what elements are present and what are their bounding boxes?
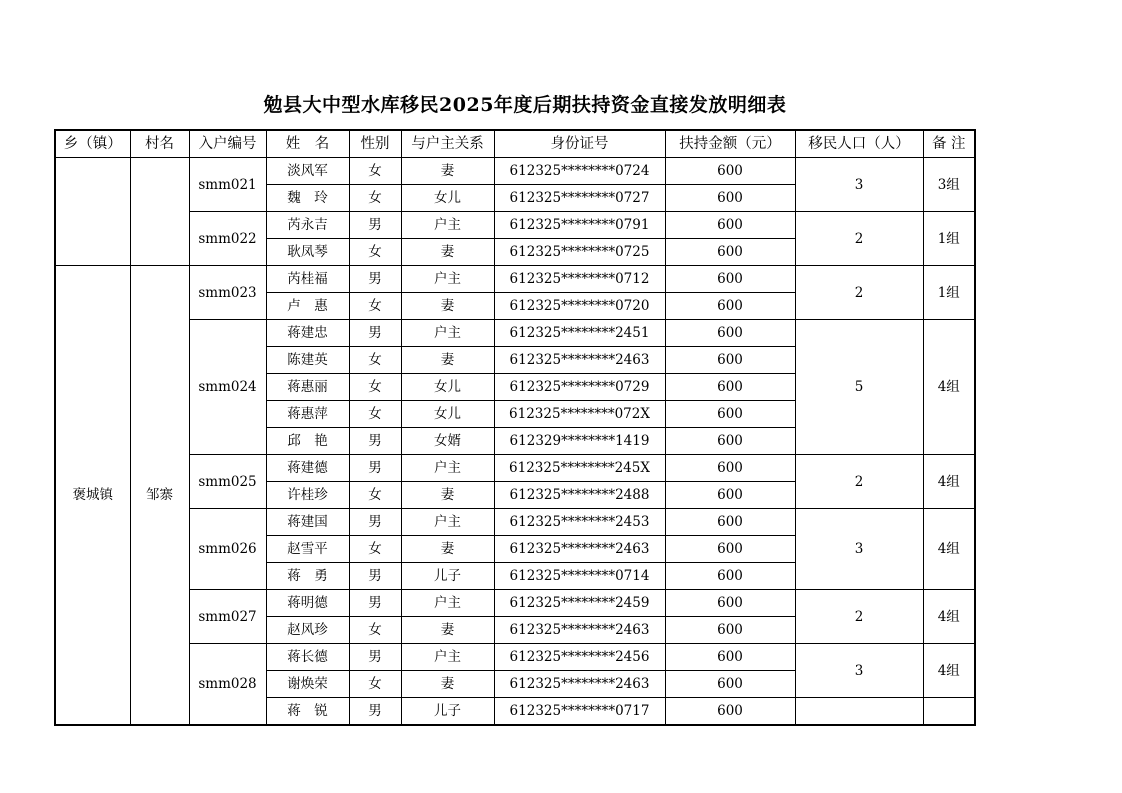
id-card-cell: 612325********2463 xyxy=(494,671,665,698)
relation-cell: 儿子 xyxy=(401,698,494,726)
relation-cell: 户主 xyxy=(401,212,494,239)
relation-cell: 妻 xyxy=(401,536,494,563)
household-id-cell: smm021 xyxy=(189,158,266,212)
gender-cell: 女 xyxy=(349,239,401,266)
page-title: 勉县大中型水库移民2025年度后期扶持资金直接发放明细表 xyxy=(263,94,787,116)
household-id-cell: smm024 xyxy=(189,320,266,455)
header-village: 村名 xyxy=(130,130,189,158)
id-card-cell: 612325********2459 xyxy=(494,590,665,617)
relation-cell: 户主 xyxy=(401,509,494,536)
note-cell: 4组 xyxy=(923,509,975,590)
amount-cell: 600 xyxy=(665,671,795,698)
relation-cell: 妻 xyxy=(401,617,494,644)
table-row xyxy=(55,266,975,293)
relation-cell: 户主 xyxy=(401,320,494,347)
note-cell: 1组 xyxy=(923,212,975,266)
member-name-cell: 蒋建国 xyxy=(266,509,349,536)
disbursement-table xyxy=(54,129,976,726)
id-card-cell: 612325********0714 xyxy=(494,563,665,590)
member-name-cell: 蒋惠萍 xyxy=(266,401,349,428)
header-amount: 扶持金额（元） xyxy=(665,130,795,158)
id-card-cell: 612329********1419 xyxy=(494,428,665,455)
gender-cell: 男 xyxy=(349,266,401,293)
id-card-cell: 612325********072X xyxy=(494,401,665,428)
village-cell: 邹寨 xyxy=(130,266,189,726)
id-card-cell: 612325********2463 xyxy=(494,617,665,644)
population-cell: 3 xyxy=(795,509,923,590)
gender-cell: 男 xyxy=(349,563,401,590)
id-card-cell: 612325********2463 xyxy=(494,536,665,563)
relation-cell: 妻 xyxy=(401,482,494,509)
id-card-cell: 612325********2456 xyxy=(494,644,665,671)
member-name-cell: 蒋惠丽 xyxy=(266,374,349,401)
id-card-cell: 612325********0712 xyxy=(494,266,665,293)
id-card-cell: 612325********245X xyxy=(494,455,665,482)
gender-cell: 男 xyxy=(349,590,401,617)
header-gender: 性别 xyxy=(349,130,401,158)
amount-cell: 600 xyxy=(665,185,795,212)
id-card-cell: 612325********0725 xyxy=(494,239,665,266)
amount-cell: 600 xyxy=(665,428,795,455)
header-household-id: 入户编号 xyxy=(189,130,266,158)
amount-cell: 600 xyxy=(665,563,795,590)
member-name-cell: 赵风珍 xyxy=(266,617,349,644)
member-name-cell: 蒋明德 xyxy=(266,590,349,617)
amount-cell: 600 xyxy=(665,509,795,536)
gender-cell: 女 xyxy=(349,347,401,374)
population-cell: 5 xyxy=(795,320,923,455)
header-id-card: 身份证号 xyxy=(494,130,665,158)
member-name-cell: 耿凤琴 xyxy=(266,239,349,266)
gender-cell: 女 xyxy=(349,536,401,563)
member-name-cell: 蒋建德 xyxy=(266,455,349,482)
amount-cell: 600 xyxy=(665,293,795,320)
table-row xyxy=(55,212,975,239)
note-cell: 4组 xyxy=(923,320,975,455)
member-name-cell: 邱 艳 xyxy=(266,428,349,455)
amount-cell: 600 xyxy=(665,158,795,185)
header-name: 姓 名 xyxy=(266,130,349,158)
gender-cell: 男 xyxy=(349,455,401,482)
amount-cell: 600 xyxy=(665,455,795,482)
table-row xyxy=(55,644,975,671)
gender-cell: 男 xyxy=(349,320,401,347)
member-name-cell: 魏 玲 xyxy=(266,185,349,212)
id-card-cell: 612325********2453 xyxy=(494,509,665,536)
member-name-cell: 赵雪平 xyxy=(266,536,349,563)
table-row xyxy=(55,590,975,617)
gender-cell: 女 xyxy=(349,185,401,212)
household-id-cell: smm027 xyxy=(189,590,266,644)
gender-cell: 女 xyxy=(349,401,401,428)
household-id-cell: smm022 xyxy=(189,212,266,266)
note-cell: 1组 xyxy=(923,266,975,320)
note-cell: 4组 xyxy=(923,590,975,644)
amount-cell: 600 xyxy=(665,212,795,239)
amount-cell: 600 xyxy=(665,239,795,266)
member-name-cell: 淡风军 xyxy=(266,158,349,185)
member-name-cell: 蒋 勇 xyxy=(266,563,349,590)
gender-cell: 女 xyxy=(349,293,401,320)
note-cell: 4组 xyxy=(923,455,975,509)
header-note: 备 注 xyxy=(923,130,975,158)
gender-cell: 男 xyxy=(349,698,401,726)
member-name-cell: 芮桂福 xyxy=(266,266,349,293)
header-population: 移民人口（人） xyxy=(795,130,923,158)
amount-cell: 600 xyxy=(665,320,795,347)
amount-cell: 600 xyxy=(665,482,795,509)
id-card-cell: 612325********0724 xyxy=(494,158,665,185)
table-row xyxy=(55,320,975,347)
relation-cell: 户主 xyxy=(401,455,494,482)
relation-cell: 女婿 xyxy=(401,428,494,455)
amount-cell: 600 xyxy=(665,590,795,617)
header-relation: 与户主关系 xyxy=(401,130,494,158)
relation-cell: 妻 xyxy=(401,347,494,374)
relation-cell: 户主 xyxy=(401,266,494,293)
member-name-cell: 蒋 锐 xyxy=(266,698,349,726)
table-row xyxy=(55,158,975,185)
amount-cell: 600 xyxy=(665,698,795,726)
amount-cell: 600 xyxy=(665,266,795,293)
id-card-cell: 612325********0727 xyxy=(494,185,665,212)
id-card-cell: 612325********0791 xyxy=(494,212,665,239)
town-cell-blank xyxy=(55,158,130,266)
member-name-cell: 谢焕荣 xyxy=(266,671,349,698)
amount-cell: 600 xyxy=(665,347,795,374)
id-card-cell: 612325********0729 xyxy=(494,374,665,401)
id-card-cell: 612325********2463 xyxy=(494,347,665,374)
population-cell: 3 xyxy=(795,158,923,212)
gender-cell: 男 xyxy=(349,644,401,671)
note-cell-blank xyxy=(923,698,975,726)
gender-cell: 女 xyxy=(349,671,401,698)
member-name-cell: 芮永吉 xyxy=(266,212,349,239)
population-cell: 3 xyxy=(795,644,923,698)
relation-cell: 女儿 xyxy=(401,185,494,212)
member-name-cell: 陈建英 xyxy=(266,347,349,374)
id-card-cell: 612325********2488 xyxy=(494,482,665,509)
member-name-cell: 蒋建忠 xyxy=(266,320,349,347)
relation-cell: 妻 xyxy=(401,158,494,185)
id-card-cell: 612325********2451 xyxy=(494,320,665,347)
relation-cell: 妻 xyxy=(401,239,494,266)
relation-cell: 儿子 xyxy=(401,563,494,590)
amount-cell: 600 xyxy=(665,401,795,428)
population-cell: 2 xyxy=(795,590,923,644)
relation-cell: 女儿 xyxy=(401,401,494,428)
relation-cell: 妻 xyxy=(401,671,494,698)
id-card-cell: 612325********0720 xyxy=(494,293,665,320)
population-cell-blank xyxy=(795,698,923,726)
note-cell: 3组 xyxy=(923,158,975,212)
table-row xyxy=(55,455,975,482)
header-town: 乡（镇） xyxy=(55,130,130,158)
gender-cell: 女 xyxy=(349,617,401,644)
relation-cell: 户主 xyxy=(401,590,494,617)
village-cell-blank xyxy=(130,158,189,266)
gender-cell: 男 xyxy=(349,509,401,536)
household-id-cell: smm028 xyxy=(189,644,266,726)
member-name-cell: 卢 惠 xyxy=(266,293,349,320)
gender-cell: 女 xyxy=(349,158,401,185)
population-cell: 2 xyxy=(795,266,923,320)
member-name-cell: 许桂珍 xyxy=(266,482,349,509)
population-cell: 2 xyxy=(795,455,923,509)
table-row xyxy=(55,509,975,536)
gender-cell: 女 xyxy=(349,374,401,401)
household-id-cell: smm025 xyxy=(189,455,266,509)
relation-cell: 户主 xyxy=(401,644,494,671)
amount-cell: 600 xyxy=(665,536,795,563)
note-cell: 4组 xyxy=(923,644,975,698)
member-name-cell: 蒋长德 xyxy=(266,644,349,671)
household-id-cell: smm026 xyxy=(189,509,266,590)
household-id-cell: smm023 xyxy=(189,266,266,320)
gender-cell: 女 xyxy=(349,482,401,509)
relation-cell: 女儿 xyxy=(401,374,494,401)
header-row xyxy=(55,130,975,158)
population-cell: 2 xyxy=(795,212,923,266)
amount-cell: 600 xyxy=(665,374,795,401)
amount-cell: 600 xyxy=(665,617,795,644)
gender-cell: 男 xyxy=(349,212,401,239)
town-cell: 褒城镇 xyxy=(55,266,130,726)
id-card-cell: 612325********0717 xyxy=(494,698,665,726)
relation-cell: 妻 xyxy=(401,293,494,320)
amount-cell: 600 xyxy=(665,644,795,671)
gender-cell: 男 xyxy=(349,428,401,455)
